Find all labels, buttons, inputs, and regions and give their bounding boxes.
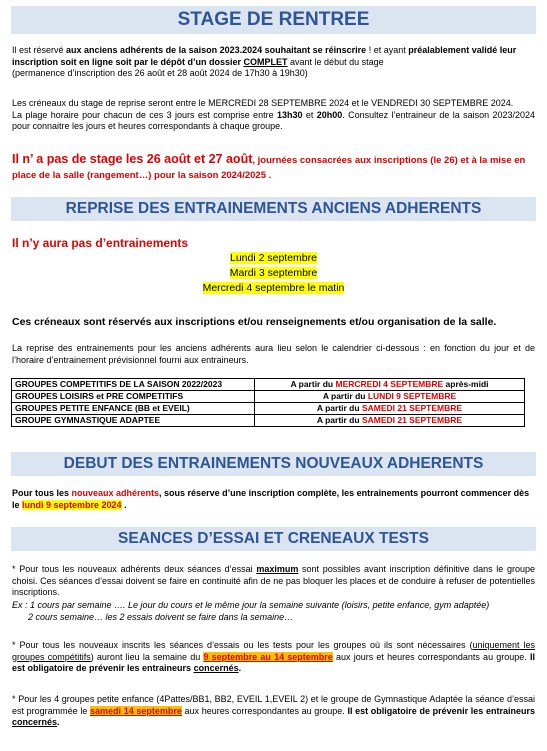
- debut-paragraph: Pour tous les nouveaux adhérents, sous réserve d’une inscription complète, les entrainements pourront commencer dès le lundi 9 septembre 2024 .: [12, 488, 530, 510]
- date-cell: A partir du LUNDI 9 SEPTEMBRE: [255, 391, 525, 403]
- example-line-1: Ex : 1 cours par semaine …. Le jour du cours et le même jour la semaine suivante (loisirs, petite enfance, gym adaptée): [12, 600, 490, 610]
- table-row: [12, 415, 525, 427]
- closed-day: Mercredi 4 septembre le matin: [202, 282, 345, 294]
- seances-paragraph-1: * Pour tous les nouveaux adhérents deux séances d’essai maximum sont possibles avant inscription définitive dans le groupe choisi. Ces séances d’essai doivent se faire en continuité afin de ne pas bloquer les places et de conduire à refuser de potentielles inscriptions.: [12, 564, 535, 597]
- reprise-title-banner: REPRISE DES ENTRAINEMENTS ANCIENS ADHERENTS: [11, 197, 536, 221]
- table-row: [12, 391, 525, 403]
- date-cell: A partir du MERCREDI 4 SEPTEMBRE après-midi: [255, 379, 525, 391]
- date-cell: A partir du SAMEDI 21 SEPTEMBRE: [255, 415, 525, 427]
- seances-example: [12, 600, 535, 623]
- group-cell: GROUPES LOISIRS et PRE COMPETITIFS: [12, 391, 255, 403]
- stage-paragraph-1: Il est réservé aux anciens adhérents de la saison 2023.2024 souhaitant se réinscrire ! et ayant préalablement validé leur inscription soit en ligne soit par le dépôt d’un dossier COMPLET avant le début du stage (permanence d’inscription des 26 août et 28 août 2024 de 17h30 à 19h30): [12, 45, 517, 78]
- seances-title-banner: SEANCES D’ESSAI ET CRENEAUX TESTS: [11, 527, 536, 551]
- table-row: [12, 379, 525, 391]
- reprise-intro: La reprise des entrainements pour les anciens adhérents aura lieu selon le calendrier ci-dessous : en fonction du jour et de l’horaire d’entrainement prévisionnel fourni aux entraineurs.: [12, 343, 535, 365]
- debut-title-banner: DEBUT DES ENTRAINEMENTS NOUVEAUX ADHERENTS: [11, 452, 536, 476]
- closed-day: Mardi 3 septembre: [229, 267, 318, 279]
- table-row: [12, 403, 525, 415]
- example-line-2: 2 cours semaine… les 2 essais doivent se faire dans la semaine…: [28, 611, 294, 622]
- group-cell: GROUPE GYMNASTIQUE ADAPTEE: [12, 415, 255, 427]
- closed-days-list: [12, 251, 535, 296]
- closed-day: Lundi 2 septembre: [230, 252, 317, 264]
- stage-paragraph-3: Il n’ a pas de stage les 26 août et 27 août, journées consacrées aux inscriptions (le 26) et à la mise en place de la salle (rangement…) pour la saison 2024/2025 .: [12, 152, 526, 181]
- schedule-table: [11, 378, 525, 427]
- seances-paragraph-3: * Pour les 4 groupes petite enfance (4Pattes/BB1, BB2, EVEIL 1,EVEIL 2) et le groupe de Gymnastique Adaptée la séance d’essai est programmée le samedi 14 septembre aux heures correspondantes au groupe. Il est obligatoire de prévenir les entraineurs concernés.: [12, 694, 535, 727]
- reserved-note: Ces créneaux sont réservés aux inscriptions et/ou renseignements et/ou organisation de la salle.: [12, 316, 497, 328]
- group-cell: GROUPES PETITE ENFANCE (BB et EVEIL): [12, 403, 255, 415]
- date-cell: A partir du SAMEDI 21 SEPTEMBRE: [255, 403, 525, 415]
- stage-title-banner: STAGE DE RENTREE: [11, 6, 536, 34]
- group-cell: GROUPES COMPETITIFS DE LA SAISON 2022/2023: [12, 379, 255, 391]
- seances-paragraph-2: * Pour tous les nouveaux inscrits les séances d’essais ou les tests pour les groupes où ils sont nécessaires (uniquement les groupes compétitifs) auront lieu la semaine du 9 septembre au 14 septembre aux jours et heures correspondants au groupe. Il est obligatoire de prévenir les entraineurs concernés.: [12, 640, 535, 673]
- stage-paragraph-2: Les créneaux du stage de reprise seront entre le MERCREDI 28 SEPTEMBRE 2024 et le VENDREDI 30 SEPTEMBRE 2024. La plage horaire pour chacun de ces 3 jours est comprise entre 13h30 et 20h00. Consultez l’entraineur de la saison 2023/2024 pour connaitre les jours et heures correspondants à chaque groupe.: [12, 98, 536, 131]
- no-training-heading: Il n’y aura pas d’entrainements: [12, 236, 189, 250]
